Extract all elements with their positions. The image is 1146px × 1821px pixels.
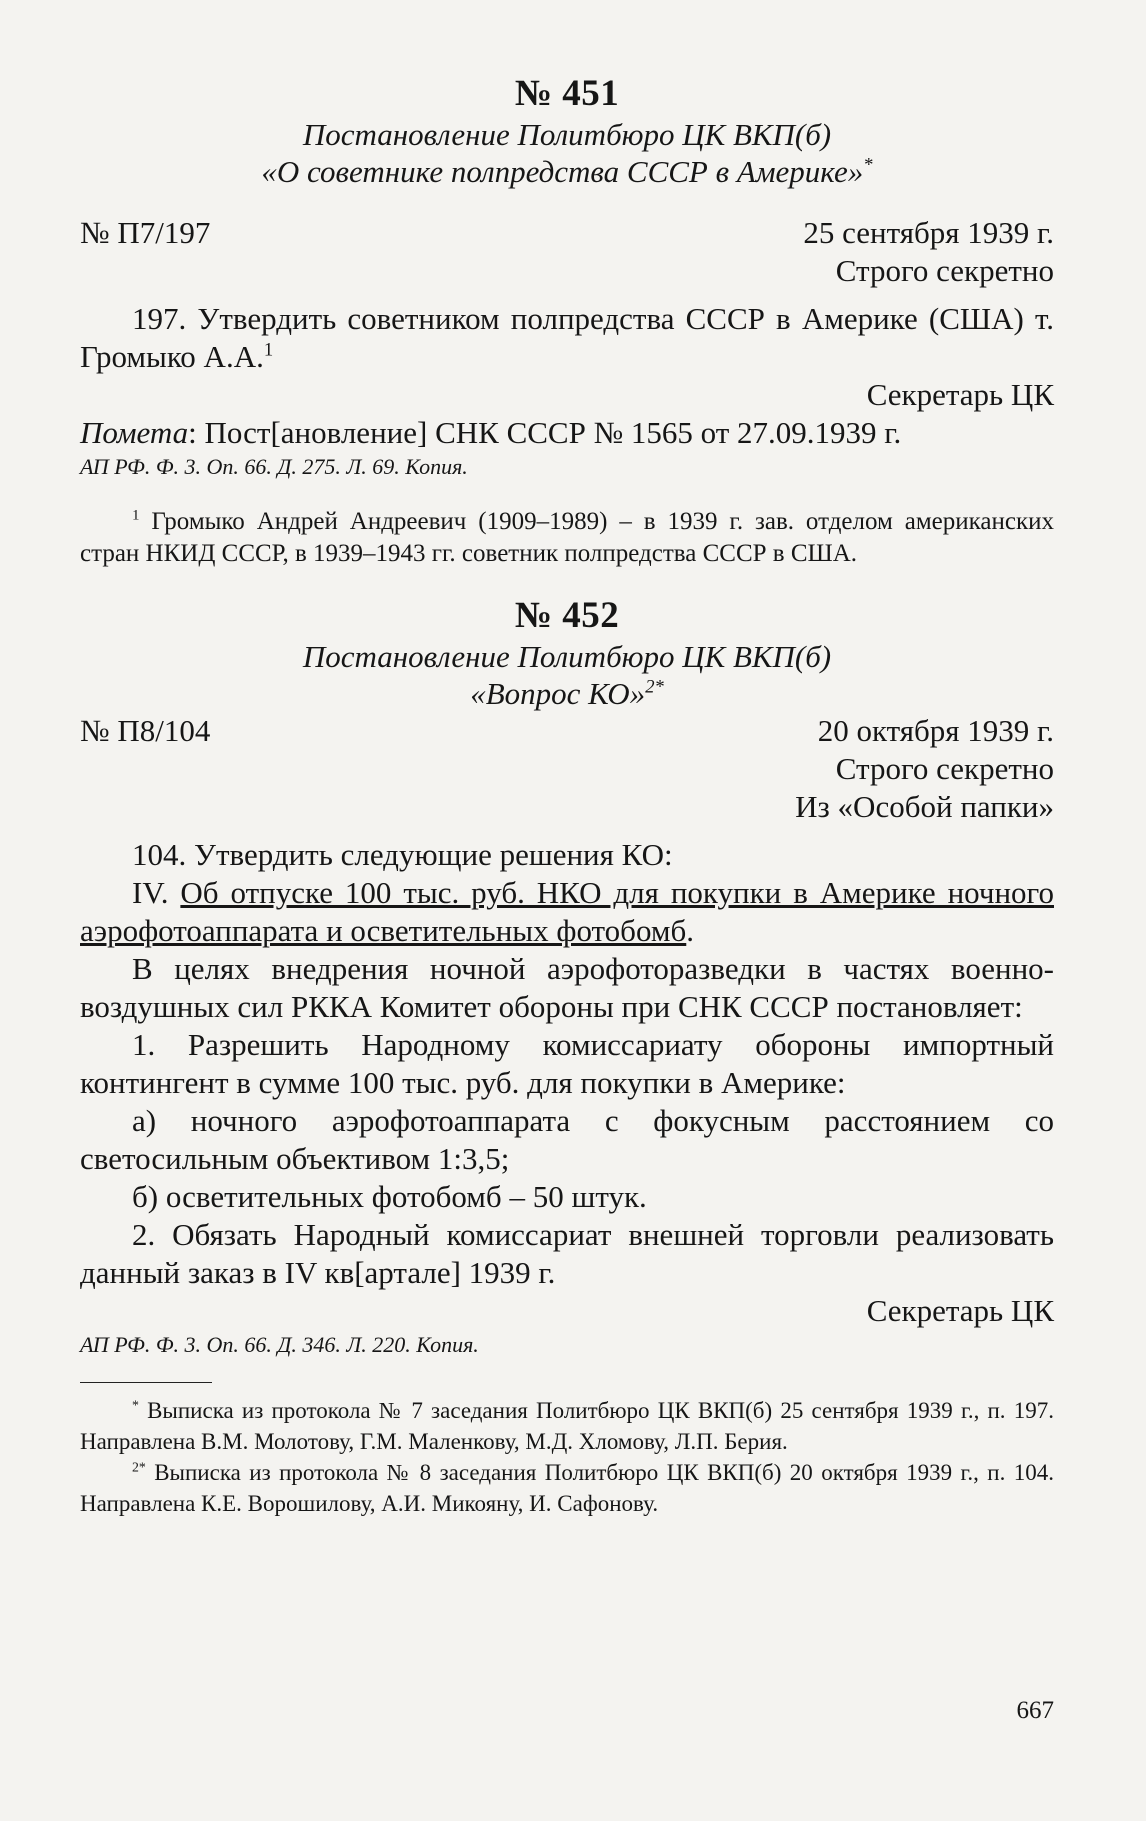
doc451-title [80,116,1054,190]
doc452-folder: Из «Особой папки» [795,789,1054,824]
footnote-divider [80,1382,212,1383]
doc452-p1: 104. Утвердить следующие решения КО: [132,837,673,872]
doc451-text [80,300,1054,376]
doc452-p2-underlined: Об отпуске 100 тыс. руб. НКО для покупки в Америке ночного аэрофотоаппарата и осветительных фотобомб [80,875,1054,948]
doc451-note-text: : Пост[ановление] СНК СССР № 1565 от 27.09.1939 г. [188,415,902,450]
page-number: 667 [1016,1697,1054,1724]
footnote-1-mark: * [132,1397,139,1413]
doc452-protocol: № П8/104 [80,713,211,748]
doc452-date: 20 октября 1939 г. [817,713,1054,748]
doc451-footnote-text: Громыко Андрей Андреевич (1909–1989) – в 1939 г. зав. отделом американских стран НКИД СССР, в 1939–1943 гг. советник полпредства СССР в США. [80,508,1054,567]
footnote-1 [80,1395,1054,1457]
doc451-note [80,414,1054,452]
footnote-2 [80,1457,1054,1519]
doc452-header-row [80,712,1054,750]
doc451-note-label: Помета [80,415,189,450]
doc452-p6: б) осветительных фотобомб – 50 штук. [132,1179,647,1214]
doc451-archive: АП РФ. Ф. 3. Оп. 66. Д. 275. Л. 69. Копия. [80,454,468,479]
doc452-archive: АП РФ. Ф. 3. Оп. 66. Д. 346. Л. 220. Копия. [80,1332,479,1357]
footnote-2-mark: 2* [132,1459,146,1475]
doc452-title-line2 [80,675,1054,712]
doc451-title-line1: Постановление Политбюро ЦК ВКП(б) [302,117,832,152]
doc451-secrecy: Строго секретно [835,253,1054,288]
doc452-title [80,638,1054,712]
doc452-title-text: «Вопрос КО» [470,676,646,711]
doc452-secrecy: Строго секретно [835,751,1054,786]
doc452-title-mark: 2* [645,676,664,698]
doc451-title-line2 [80,153,1054,190]
doc452-p2-suffix: . [686,913,695,948]
doc452-number: № 452 [514,595,620,636]
doc451-text-mark: 1 [263,339,274,361]
doc452-p5: а) ночного аэрофотоаппарата с фокусным расстоянием со светосильным объективом 1:3,5; [80,1103,1054,1176]
doc451-date: 25 сентября 1939 г. [803,215,1054,250]
doc452-p2 [80,874,1054,950]
doc452-p7: 2. Обязать Народный комиссариат внешней торговли реализовать данный заказ в IV кв[артале] 1939 г. [80,1217,1054,1290]
doc451-footnote-mark: 1 [132,507,140,524]
doc451-number: № 451 [514,73,620,114]
doc451-text-main: 197. Утвердить советником полпредства СССР в Америке (США) т. Громыко А.А. [80,301,1054,374]
doc452-signature: Секретарь ЦК [866,1293,1054,1328]
doc451-footnote [80,506,1054,570]
doc452-p4: 1. Разрешить Народному комиссариату обороны импортный контингент в сумме 100 тыс. руб. для покупки в Америке: [80,1027,1054,1100]
doc451-protocol: № П7/197 [80,215,211,250]
doc451-title-mark: * [863,154,873,176]
doc451-signature: Секретарь ЦК [866,377,1054,412]
doc451-header-row [80,214,1054,252]
footnote-2-text: Выписка из протокола № 8 заседания Политбюро ЦК ВКП(б) 20 октября 1939 г., п. 104. Направлена К.Е. Ворошилову, А.И. Микояну, И. Сафонову. [80,1460,1054,1516]
doc451-title-text: «О советнике полпредства СССР в Америке» [261,154,864,189]
footnote-1-text: Выписка из протокола № 7 заседания Политбюро ЦК ВКП(б) 25 сентября 1939 г., п. 197. Направлена В.М. Молотову, Г.М. Маленкову, М.Д. Хломову, Л.П. Берия. [80,1398,1054,1454]
doc452-p3: В целях внедрения ночной аэрофоторазведки в частях военно-воздушных сил РККА Комитет обороны при СНК СССР постановляет: [80,951,1054,1024]
doc452-p2-prefix: IV. [132,875,181,910]
doc452-title-line1: Постановление Политбюро ЦК ВКП(б) [302,639,832,674]
